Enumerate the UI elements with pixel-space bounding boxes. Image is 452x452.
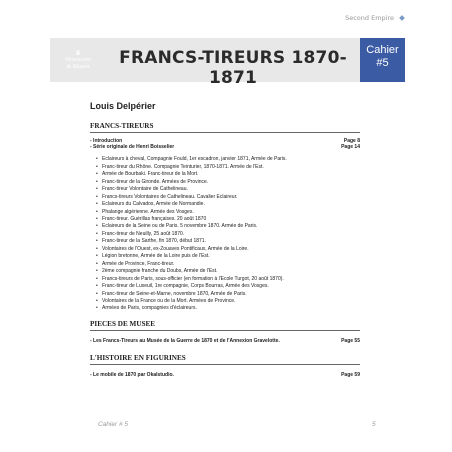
list-item: • Armée de Province, Franc-tireur.: [96, 261, 360, 268]
toc-label: - Introduction: [90, 138, 123, 144]
footer-issue: Cahier # 5: [98, 421, 128, 428]
toc-label: - Série originale de Henri Boisselier: [90, 144, 175, 151]
publisher-logo: [58, 42, 98, 78]
list-item: • Eclaireurs du Calvados, Armée de Normandie.: [96, 201, 360, 208]
toc-row: [90, 338, 360, 344]
plate-list: [96, 156, 360, 313]
toc-page: Page 55: [341, 337, 360, 344]
section-toc: [90, 372, 360, 378]
list-item: • Volontaires de l'Ouest, ex-Zouaves Pontificaux, Armée de la Loire.: [96, 246, 360, 253]
list-item: • Franc-tireur de la Sarthe, fin 1870, début 1871.: [96, 238, 360, 245]
page-number: 5: [372, 421, 376, 428]
list-item: • Eclaireurs à cheval, Compagnie Fould, 1er escadron, janvier 1871, Armée de Paris.: [96, 156, 360, 163]
list-item: • Franc-tireur du Rhône. Compagnie Teinturier, 1870-1871. Armée de l'Est.: [96, 164, 360, 171]
toc-label: - Les Francs-Tireurs au Musée de la Guerre de 1870 et de l'Annexion Gravelotte.: [90, 337, 280, 344]
running-header: [345, 14, 404, 22]
toc-label: - Le mobile de 1870 par Okalstudio.: [90, 372, 174, 379]
diamond-icon: [399, 15, 405, 21]
list-item: • Armées de Paris, compagnies d'éclaireurs.: [96, 305, 360, 312]
toc-page: Page 14: [341, 144, 360, 151]
list-item: • Volontaires de la France ou de la Mort. Armées de Province.: [96, 298, 360, 305]
list-item: • Phalange algérienne. Armée des Vosges.: [96, 209, 360, 216]
list-item: • 2ème compagnie franche du Doubs, Armée de l'Est.: [96, 268, 360, 275]
author-name: Louis Delpérier: [90, 101, 156, 111]
section-heading: PIECES DE MUSEE: [90, 320, 360, 331]
crown-icon: ♛: [74, 50, 82, 57]
section-heading: L'HISTOIRE EN FIGURINES: [90, 354, 360, 365]
list-item: • Francs-tireurs de Paris, sous-officier (en formation à l'Ecole Turgot, 20 août 1870).: [96, 276, 360, 283]
toc-row: [90, 372, 360, 378]
list-item: • Légion bretonne, Armée de la Loire puis de l'Est.: [96, 253, 360, 260]
logo-line-2: & Blason: [66, 63, 90, 70]
list-item: • Franc-tireur Volontaire de Cathelineau.: [96, 186, 360, 193]
toc-page: Page 8: [343, 138, 360, 144]
page-title: FRANCS-TIREURS 1870-1871: [119, 48, 347, 88]
cahier-label: Cahier: [366, 44, 399, 56]
cahier-badge: [360, 38, 405, 82]
section-toc: [90, 138, 360, 150]
toc-page: Page 59: [341, 372, 360, 379]
toc-row: [90, 144, 360, 150]
list-item: • Franc-tireur de Luxeuil, 1re compagnie, Corps Bourras, Armée des Vosges.: [96, 283, 360, 290]
list-item: • Franc-tireur de Neuilly, 25 août 1870.: [96, 231, 360, 238]
section-heading: FRANCS-TIREURS: [90, 122, 360, 133]
running-header-text: Second Empire: [345, 14, 394, 22]
list-item: • Francs-tireurs Volontaires de Cathelineau. Cavalier Eclaireur.: [96, 194, 360, 201]
list-item: • Armée de Bourbaki. Franc-tireur de la Mort.: [96, 171, 360, 178]
list-item: • Franc-tireur de la Gironde. Armées de Province.: [96, 179, 360, 186]
cahier-number: #5: [376, 57, 389, 69]
table-of-contents: [90, 122, 360, 378]
logo-line-1: Vinsessons: [65, 57, 91, 63]
list-item: • Franc-tireur de Seine-et-Marne, novembre 1870, Armée de Paris.: [96, 291, 360, 298]
section-toc: [90, 338, 360, 344]
list-item: • Eclaireurs de la Seine ou de Paris. 5 novembre 1870. Armée de Paris.: [96, 223, 360, 230]
list-item: • Franc-tireur. Guérillas françaises. 20 août 1870: [96, 216, 360, 223]
